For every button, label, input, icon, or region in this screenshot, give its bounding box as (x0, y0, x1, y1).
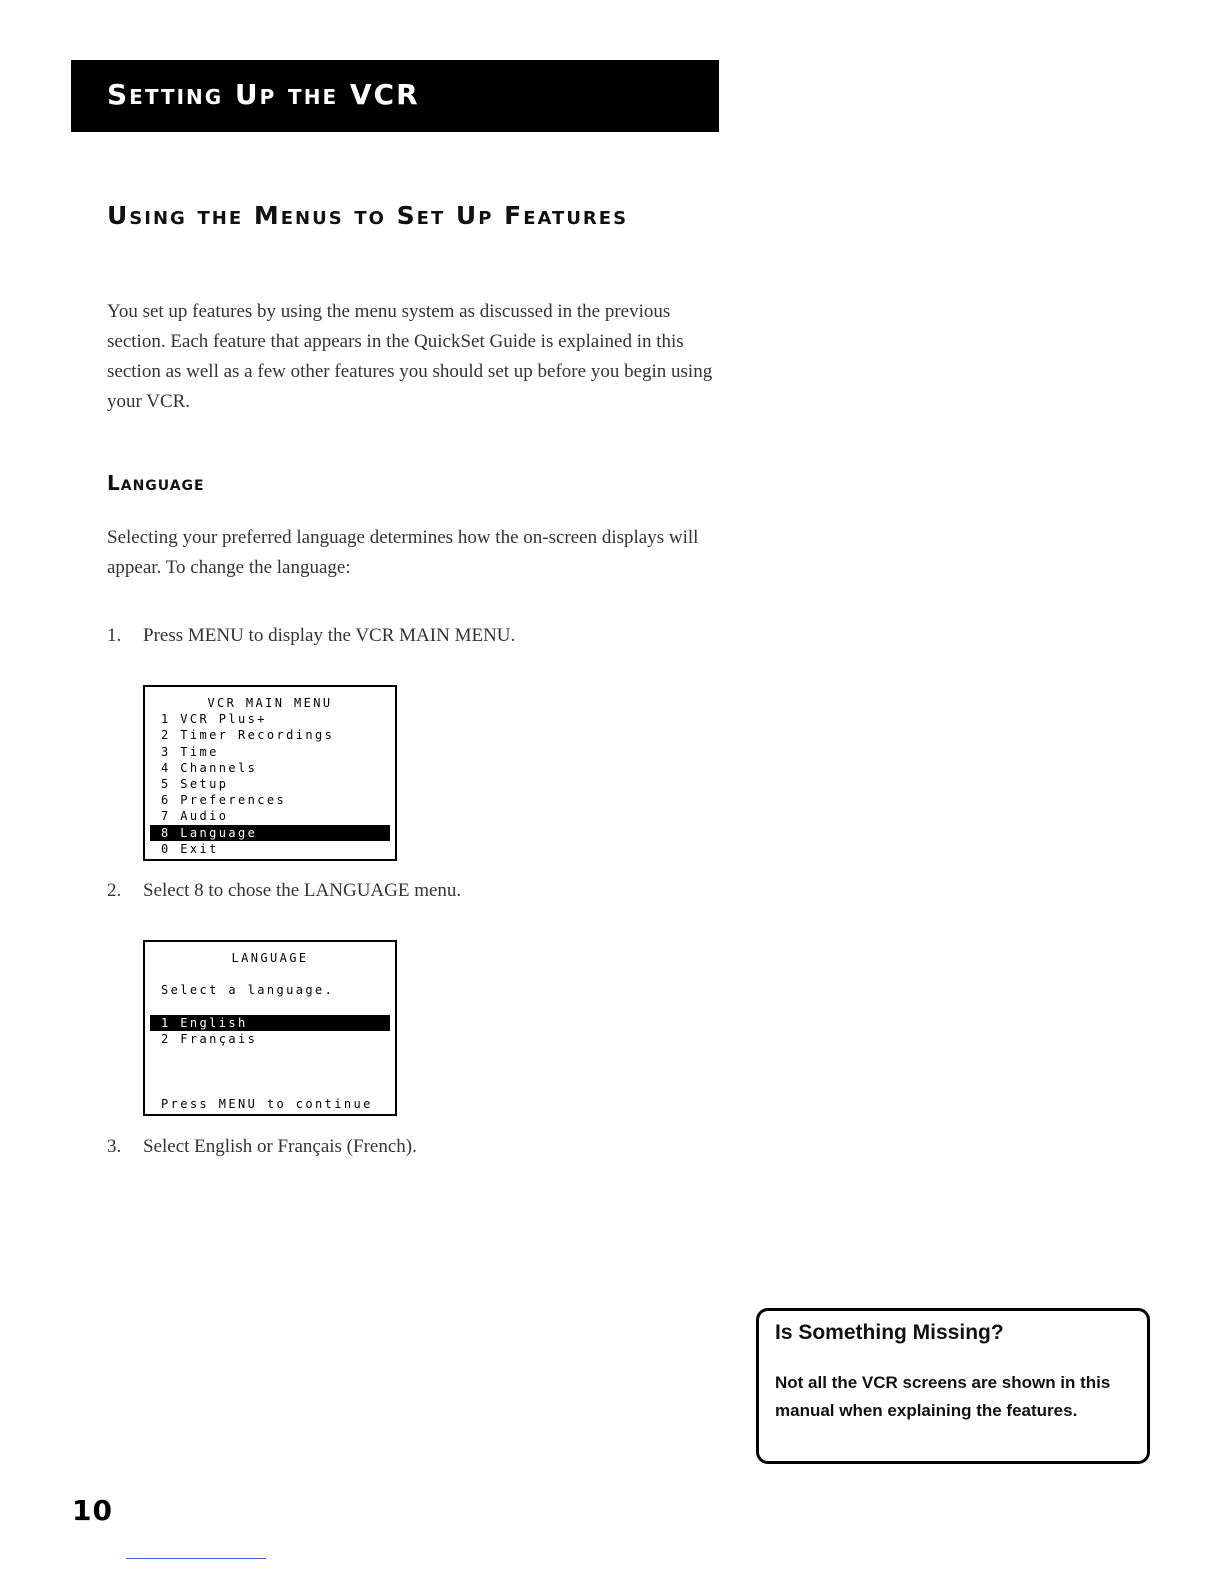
menu-item: 1 VCR Plus+ (161, 712, 267, 727)
menu-footer: Press MENU to continue (161, 1096, 373, 1111)
menu-item: 5 Setup (161, 776, 229, 791)
menu-item: 4 Channels (161, 760, 258, 775)
language-heading: Language (107, 471, 205, 495)
menu-option-highlighted: 1 English (150, 1015, 390, 1031)
menu-option: 2 Français (161, 1031, 258, 1046)
step-number: 1. (107, 625, 122, 646)
menu-spacer (145, 1063, 395, 1079)
step-text: Select 8 to chose the LANGUAGE menu. (143, 880, 462, 901)
step-3 (107, 1133, 417, 1161)
tip-text: Not all the VCR screens are shown in this manual when explaining the features. (775, 1373, 1111, 1420)
step-number: 2. (107, 880, 122, 901)
menu-title: VCR MAIN MENU (207, 696, 333, 710)
tip-title: Is Something Missing? (775, 1321, 1004, 1344)
menu-item: 7 Audio (161, 809, 229, 824)
language-intro-paragraph: Selecting your preferred language determines how the on-screen displays will appear. To change the language: (107, 527, 699, 578)
menu-spacer (145, 1080, 395, 1096)
section-title: Using the Menus to Set Up Features (107, 201, 629, 230)
footer-rule (126, 1558, 266, 1559)
menu-spacer (145, 966, 395, 982)
menu-prompt: Select a language. (161, 983, 335, 998)
vcr-main-menu-screen (143, 685, 397, 861)
menu-spacer (145, 1047, 395, 1063)
step-1 (107, 622, 515, 650)
chapter-title: Setting Up the VCR (107, 78, 420, 111)
menu-spacer (145, 999, 395, 1015)
step-text: Press MENU to display the VCR MAIN MENU. (143, 625, 516, 646)
tip-callout-box (756, 1308, 1150, 1464)
menu-title: LANGUAGE (231, 951, 309, 965)
menu-item: 3 Time (161, 744, 219, 759)
chapter-header-bar (71, 60, 719, 132)
menu-item-highlighted: 8 Language (150, 825, 390, 841)
menu-item: 6 Preferences (161, 793, 287, 808)
menu-item: 2 Timer Recordings (161, 728, 335, 743)
menu-item: 0 Exit (161, 841, 219, 856)
language-menu-screen (143, 940, 397, 1116)
page-number: 10 (72, 1494, 113, 1527)
step-2 (107, 877, 461, 905)
step-number: 3. (107, 1136, 122, 1157)
section-intro-paragraph: You set up features by using the menu system as discussed in the previous section. Each feature that appears in the QuickSet Guide is explained in this section as well as a few other features you should set up before you begin using your VCR. (107, 301, 713, 412)
step-text: Select English or Français (French). (143, 1136, 417, 1157)
